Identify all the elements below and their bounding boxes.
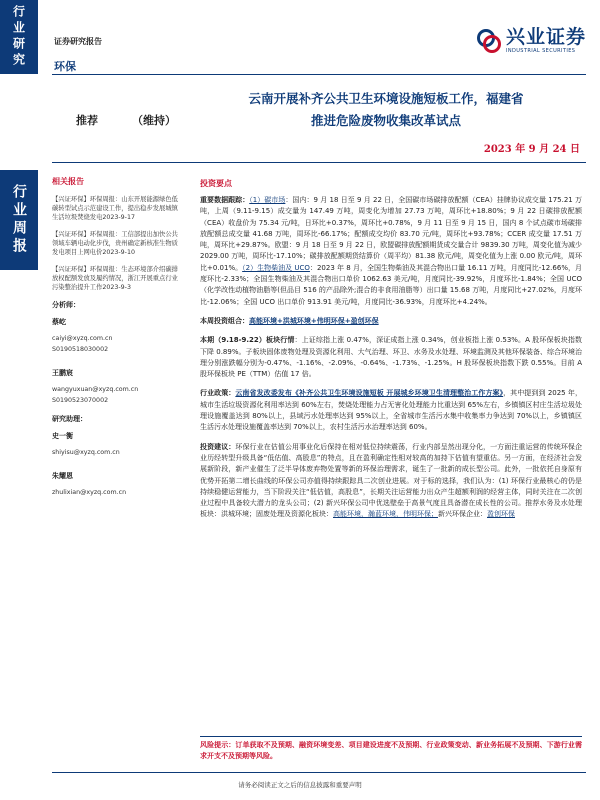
company-logo — [474, 26, 586, 54]
policy-paragraph — [200, 388, 582, 433]
investment-advice-paragraph — [200, 442, 582, 521]
carbon-market-link[interactable]: （1）碳市场 — [249, 196, 286, 204]
rating-label: 推荐 — [76, 114, 98, 127]
analyst-cert: S0190518030002 — [52, 346, 109, 353]
report-type-label: 证券研究报告 — [54, 36, 102, 46]
related-report-link[interactable]: 【兴证环保】环保周报：工信部提出加快公共领域车辆电动化步伐，贵州确定新核准生物质发电项目上网电价2023-9-10 — [52, 231, 178, 256]
related-report-link[interactable]: 【兴证环保】环保周报：山东开展能源绿色低碳转型试点示范建设工作，提出稳步发展城镇生活垃圾焚烧发电2023-9-17 — [52, 196, 178, 221]
category-vertical-label: 行业研究 — [11, 5, 26, 69]
assistant-email[interactable]: shiyisu@xyzq.com.cn — [52, 449, 120, 456]
category-vertical-tab — [0, 0, 38, 74]
logo-cn-text: 兴业证券 — [505, 25, 586, 48]
recommended-stocks-links[interactable]: 高能环境，瀚蓝环境，伟明环保； — [333, 510, 438, 519]
main-content — [200, 178, 582, 521]
policy-lead: 行业政策： — [200, 389, 236, 398]
analyst-cert: S0190523070002 — [52, 397, 109, 404]
assistant-section-label: 研究助理： — [52, 415, 87, 423]
investment-advice-text: 环保行业在估值公用事业化后保持在相对低位持续震荡，行业内部呈然出现分化，一方面注重运营的传统环保企业历经转型升级具备“低估值、高股息”的特点，且在盈利确定性相对较高的加持下估值有望重估。另一方面，在经济社会发展新阶段，新产业催生了泛半导体废弃物处置等新的环保治理需求，诞生了一批新的成长型公司。此外，一批依托自身原有优势开拓第二增长曲线的环保公司亦值得持续跟踪具二次创业进展。对于标的选择，我们认为：(1) 环保行业最核心的仍是持续稳健运营能力，当下阶段关注“低估值，高股息”，长期关注运营能力出众产生超额利润的经营主体，同时关注在二次创业过程中具备较大潜力的龙头公司；(2) 新兴环保公司中优选壁垒于高景气度且具备潜在成长性的公司。推荐水务及水处理板块：洪城环境；固废处理及资源化板块： — [200, 442, 583, 519]
report-title-line-2: 推进危险废物收集改革试点 — [310, 113, 461, 128]
logo-en-text: INDUSTRIAL SECURITIES — [505, 47, 576, 54]
biodiesel-link[interactable]: （2）生物柴油及 UCO — [242, 263, 310, 272]
policy-text: ，其中提到到 2025 年，城市生活垃圾资源化利用率达到 60%左右，焚烧处理能力占无害化处理能力比重达到 65%左右，乡镇镇区村庄生活垃圾处理设施覆盖达到 80%以上，县域污水处理率达到 95%以上，全省城市生活污水集中收集率力争达到 70%以上，乡镇镇区生活污水处理设施覆盖率达到 70%以上，农村生活污水治理率达到 60%。 — [200, 389, 583, 432]
left-sidebar — [52, 176, 180, 498]
data-tracking-paragraph — [200, 195, 582, 308]
portfolio-links[interactable]: 高能环境+洪城环境+伟明环保+盈创环保 — [249, 316, 379, 325]
data-tracking-lead: 重要数据跟踪： — [200, 196, 250, 204]
analyst-email[interactable]: wangyuxuan@xyzq.com.cn — [52, 386, 139, 393]
analyst-name: 王鹏宸 — [52, 369, 73, 377]
report-title-line-1: 云南开展补齐公共卫生环境设施短板工作，福建省 — [248, 91, 524, 106]
emerging-label: 新兴环保企业： — [438, 510, 487, 519]
assistant-name: 史一衡 — [52, 432, 73, 440]
related-reports-header: 相关报告 — [52, 176, 84, 186]
market-text: ：上证综指上涨 0.47%，深证成指上涨 0.34%，创业板指上涨 0.53%。A 股环保板块指数下降 0.89%。子板块固体废物处理及资源化利用、大气治理、环卫、水务及水处理、环境监测及其他环保装备、综合环境治理分别涨跌幅分别为-0.47%、-1.16%、-2.09%、-0.64%、-1.73%、-1.25%。H 股环保板块指数下跌 0.55%。目前 A 股环保板块 PE（TTM）估值 17 倍。 — [200, 336, 582, 379]
footer-divider — [52, 772, 586, 773]
related-report-link[interactable]: 【兴证环保】环保周报：生态环境部介绍碳排放权配额发放及履约情况，浙江开展重点行业污染整治提升工作2023-9-3 — [52, 266, 178, 291]
report-date: 2023 年 9 月 24 日 — [483, 144, 580, 155]
report-series-vertical-tab — [0, 170, 38, 270]
investment-advice-lead: 投资建议： — [200, 442, 236, 451]
title-divider — [52, 162, 586, 163]
report-series-vertical-label: 行业周报 — [11, 184, 27, 256]
portfolio-paragraph — [200, 316, 582, 327]
carbon-market-text: ：国内：9 月 18 日至 9 月 22 日，全国碳市场碳排放配额（CEA）挂牌协议成交量 175.21 万吨，上周（9.11-9.15）成交量为 147.49 万吨，周变化为增加 27.73 万吨，周环比+18.80%；9 月 22 日碳排放配额（CEA）收盘价为 75.34 元/吨，日环比+0.37%，周环比+0.78%，9 月 11 日至 9 月 15 日，国内 8 个试点碳市场碳排放配额总成交量 41.68 万吨，周环比-66.17%；配额成交均价 83.70 元/吨，周环比+93.78%；CCER 成交量 17.51 万吨，周环比+29.87%。欧盟：9 月 18 日至 9 月 22 日，欧盟碳排放配额期货成交量合计 9839.30 万吨，周变化值为减少 2029.00 万吨，周环比-17.10%；碳排放配额期货结算价（周平均）81.38 欧元/吨，周变化值为上涨 0.00 欧元/吨，周环比+0.01%。 — [200, 196, 582, 272]
logo-rings-icon — [474, 26, 502, 54]
analyst-section-label: 分析师： — [52, 301, 80, 309]
analyst-name: 蔡屹 — [52, 318, 66, 326]
biodiesel-text: ：2023 年 8 月，全国生物柴油及其混合物出口量 16.11 万吨，月度同比-12.66%，月度环比-2.33%；全国生物柴油及其混合物出口单价 1062.63 美元/吨，月度同比-39.92%，月度环比-1.84%；全国 UCO（化学改性动植物油脂等(但品目 516 的产品除外;混合的非食用油脂等）出口量 15.68 万吨，月度同比+27.02%，月度环比-12.06%；全国 UCO 出口单价 913.91 美元/吨，月度同比-36.93%，月度环比+4.24%。 — [200, 263, 582, 306]
market-lead: 本期（9.18-9.22）板块行情 — [200, 336, 295, 345]
assistant-email[interactable]: zhulixian@xyzq.com.cn — [52, 489, 127, 496]
industry-label: 环保 — [54, 60, 76, 73]
report-title — [190, 88, 582, 132]
emerging-stock-link[interactable]: 盈创环保 — [487, 510, 515, 519]
disclaimer-notice: 请务必阅读正文之后的信息披露和重要声明 — [238, 781, 362, 789]
assistant-name: 朱耀恩 — [52, 472, 73, 480]
market-paragraph — [200, 335, 582, 380]
policy-highlight-link[interactable]: 云南省发改委发布《补齐公共卫生环境设施短板 开展城乡环境卫生清理整治工作方案》 — [235, 389, 504, 398]
key-points-header: 投资要点 — [200, 178, 232, 188]
rating-note: （维持） — [132, 114, 176, 127]
risk-warning: 风险提示：订单获取不及预期、融资环境变差、项目建设进度不及预期、行业政策变动、新业务拓展不及预期、下游行业需求开支不及预期等风险。 — [200, 736, 582, 762]
analyst-email[interactable]: caiyi@xyzq.com.cn — [52, 335, 113, 342]
portfolio-lead: 本周投资组合： — [200, 316, 249, 325]
header-divider — [52, 74, 586, 75]
